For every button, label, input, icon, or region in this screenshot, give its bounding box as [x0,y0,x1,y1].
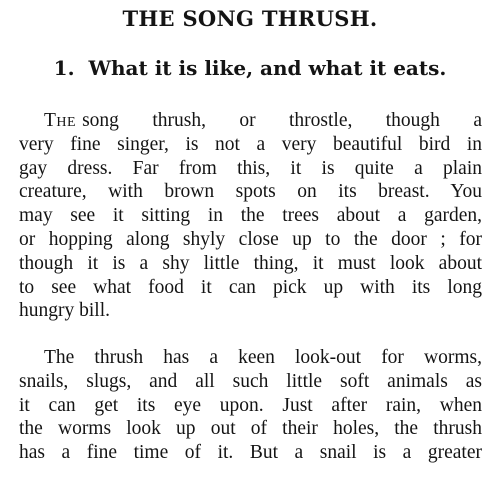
text-line: may see it sitting in the trees about a garden, [19,205,482,227]
lead-word: The [44,110,77,131]
text-line: the worms look up out of their holes, the thrush [19,418,482,440]
page-title: THE SONG THRUSH. [122,6,378,31]
text-line: gay dress. Far from this, it is quite a plain [19,157,482,179]
text-line: it can get its eye upon. Just after rain, when [19,394,482,416]
text-line: very fine singer, is not a very beautiful bird in [19,133,482,155]
text-line: creature, with brown spots on its breast. You [19,181,482,203]
line-text: song thrush, or throstle, though a [82,110,482,131]
paragraph-1 [19,109,482,323]
text-line: to see what food it can pick up with its long [19,276,482,298]
text-line: hungry bill. [19,300,110,322]
text-line: though it is a shy little thing, it must look about [19,252,482,274]
section-number: 1. [53,56,75,80]
paragraph-2 [19,346,482,465]
text-line: has a fine time of it. But a snail is a greater [19,442,482,464]
section-heading-text: What it is like, and what it eats. [88,56,447,80]
text-line [19,109,482,133]
section-heading [0,56,500,80]
text-line: snails, slugs, and all such little soft animals as [19,370,482,392]
text-line: The thrush has a keen look-out for worms, [44,347,482,368]
text-line: or hopping along shyly close up to the door ; for [19,228,482,250]
